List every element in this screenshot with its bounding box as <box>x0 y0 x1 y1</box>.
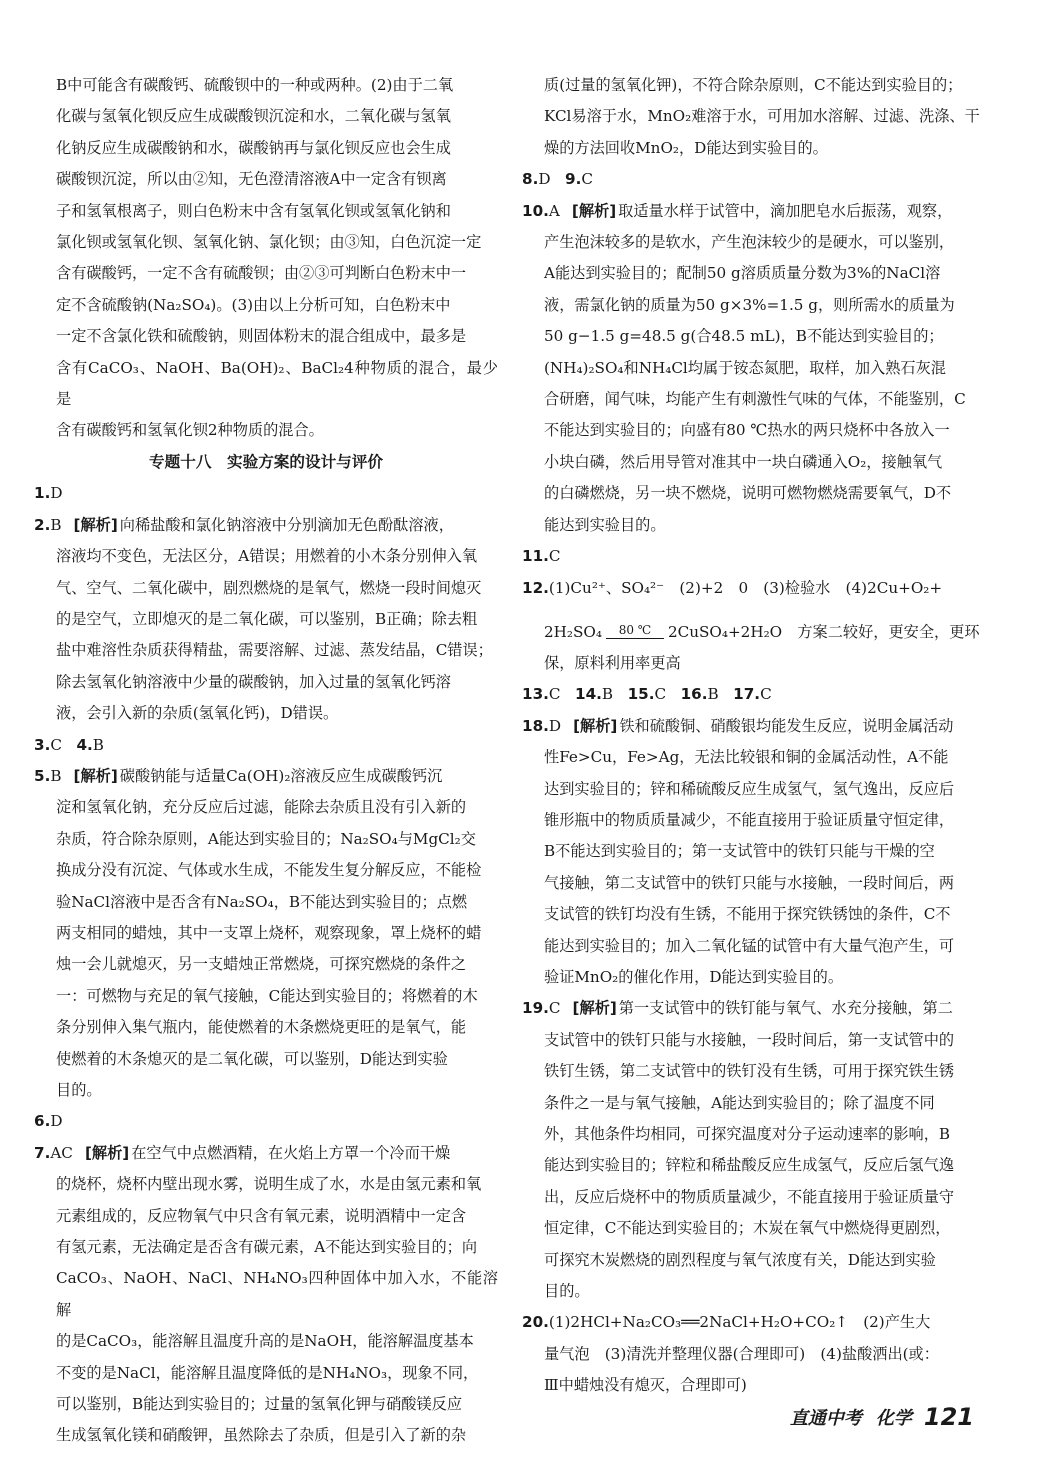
section-heading: 专题十八 实验方案的设计与评价 <box>149 452 383 471</box>
subject-label: 化学 <box>875 1408 912 1429</box>
page-footer <box>790 1403 974 1431</box>
answer-11: 11.C <box>522 547 561 566</box>
answer-20: 20.(1)2HCl+Na₂CO₃══2NaCl+H₂O+CO₂↑ (2)产生大 量气泡 (3)清洗并整理仪器(合理即可) (4)盐酸洒出(或： Ⅲ中蜡烛没有熄灭，合理即可) <box>522 1313 939 1395</box>
continued-answer: B中可能含有碳酸钙、硫酸钡中的一种或两种。(2)由于二氧 化碳与氢氧化钡反应生成碳酸钡沉淀和水，二氧化碳与氢氧 化钠反应生成碳酸钠和水，碳酸钠再与氯化钡反应也会生成 碳酸钡沉淀，所以由②知，无色澄清溶液A中一定含有钡离 子和氢氧根离子，则白色粉末中含有氢氧化钡或氢氧化钠和 氯化钡或氢氧化钡、氢氧化钠、氯化钡；由③知，白色沉淀一定 含有碳酸钙，一定不含有硫酸钡；由②③可判断白色粉末中一 定不含硫酸钠(Na₂SO₄)。(3)由以上分析可知，白色粉末中 一定不含氯化铁和硫酸钠，则固体粉末的混合组成中，最多是 含有CaCO₃、NaOH、Ba(OH)₂、BaCl₂4种物质的混合，最少是 含有碳酸钙和氢氧化钡2种物质的混合。 <box>56 76 498 440</box>
reaction-equation: 2H₂SO₄ 80 ℃ 2CuSO₄+2H₂O 方案二较好，更安全，更环 <box>544 622 980 641</box>
answer-7: 7.AC [解析] 在空气中点燃酒精，在火焰上方罩一个冷而干燥 的烧杯，烧杯内壁出现水雾，说明生成了水，水是由氢元素和氧 元素组成的，反应物氧气中只含有氧元素，说明酒精中一定含 有氢元素，无法确定是否含有碳元素，A不能达到实验目的；向 CaCO₃、NaOH、NaCl、NH₄NO₃四种固体中加入水，不能溶解 的是CaCO₃，能溶解且温度升高的是NaOH，能溶解温度基本 不变的是NaCl，能溶解且温度降低的是NH₄NO₃，现象不同， 可以鉴别，B能达到实验目的；过量的氢氧化钾与硝酸镁反应 生成氢氧化镁和硝酸钾，虽然除去了杂质，但是引入了新的杂 <box>34 1143 498 1445</box>
answer-12-continued: 保，原料利用率更高 <box>544 653 681 672</box>
answer-10: 10.A [解析] 取适量水样于试管中，滴加肥皂水后振荡，观察， 产生泡沫较多的是软水，产生泡沫较少的是硬水，可以鉴别， A能达到实验目的；配制50 g溶质质量分数为3%的NaCl溶 液，需氯化钠的质量为50 g×3%=1.5 g，则所需水的质量为 50 g−1.5 g=48.5 g(合48.5 mL)，B不能达到实验目的； (NH₄)₂SO₄和NH₄Cl均属于铵态氮肥，取样，加入熟石灰混 合研磨，闻气味，均能产生有刺激性气味的气体，不能鉴别，C 不能达到实验目的；向盛有80 ℃热水的两只烧杯中各放入一 小块白磷，然后用导管对准其中一块白磷通入O₂，接触氧气 的白磷燃烧，另一块不燃烧，说明可燃物燃烧需要氧气，D不 能达到实验目的。 <box>522 201 966 534</box>
right-column <box>522 70 980 1402</box>
answer-5: 5.B [解析] 碳酸钠能与适量Ca(OH)₂溶液反应生成碳酸钙沉 淀和氢氧化钠，充分反应后过滤，能除去杂质且没有引入新的 杂质，符合除杂原则，A能达到实验目的；Na₂SO₄与MgCl₂交 换成分没有沉淀、气体或水生成，不能发生复分解反应，不能检 验NaCl溶液中是否含有Na₂SO₄，B不能达到实验目的；点燃 两支相同的蜡烛，其中一支罩上烧杯，观察现象，罩上烧杯的蜡 烛一会儿就熄灭，另一支蜡烛正常燃烧，可探究燃烧的条件之 一：可燃物与充足的氧气接触，C能达到实验目的；将燃着的木 条分别伸入集气瓶内，能使燃着的木条燃烧更旺的是氧气，能 使燃着的木条熄灭的是二氧化碳，可以鉴别，D能达到实验 目的。 <box>34 766 482 1099</box>
answer-1: 1.D <box>34 484 63 503</box>
answer-12: 12.(1)Cu²⁺、SO₄²⁻ (2)+2 0 (3)检验水 (4)2Cu+O₂+ <box>522 578 943 597</box>
answer-13-17: 13.C 14.B 15.C 16.B 17.C <box>522 685 772 704</box>
answer-3-4: 3.C 4.B <box>34 735 104 754</box>
left-column <box>34 70 498 1452</box>
page-number: 121 <box>923 1403 974 1431</box>
answer-8-9: 8.D 9.C <box>522 170 593 189</box>
answer-2: 2.B [解析] 向稀盐酸和氯化钠溶液中分别滴加无色酚酞溶液， 溶液均不变色，无法区分，A错误；用燃着的小木条分别伸入氧 气、空气、二氧化碳中，剧烈燃烧的是氧气，燃烧一段时间熄灭 的是空气，立即熄灭的是二氧化碳，可以鉴别，B正确；除去粗 盐中难溶性杂质获得精盐，需要溶解、过滤、蒸发结晶，C错误； 除去氢氧化钠溶液中少量的碳酸钠，加入过量的氢氧化钙溶 液，会引入新的杂质(氢氧化钙)，D错误。 <box>34 515 493 723</box>
answer-19: 19.C [解析] 第一支试管中的铁钉能与氧气、水充分接触，第二 支试管中的铁钉只能与水接触，一段时间后，第一支试管中的 铁钉生锈，第二支试管中的铁钉没有生锈，可用于探究铁生锈 条件之一是与氧气接触，A能达到实验目的；除了温度不同 外，其他条件均相同，可探究温度对分子运动速率的影响，B 能达到实验目的；锌粒和稀盐酸反应生成氢气，反应后氢气逸 出，反应后烧杯中的物质质量减少，不能直接用于验证质量守 恒定律，C不能达到实验目的；木炭在氧气中燃烧得更剧烈， 可探究木炭燃烧的剧烈程度与氧气浓度有关，D能达到实验 目的。 <box>522 999 955 1301</box>
reaction-condition-arrow: 80 ℃ <box>606 638 664 639</box>
book-brand: 直通中考 <box>789 1408 862 1429</box>
answer-18: 18.D [解析] 铁和硫酸铜、硝酸银均能发生反应，说明金属活动 性Fe>Cu，Fe>Ag，无法比较银和铜的金属活动性，A不能 达到实验目的；锌和稀硫酸反应生成氢气，氢气逸出，反应后 锥形瓶中的物质质量减少，不能直接用于验证质量守恒定律， B不能达到实验目的；第一支试管中的铁钉只能与干燥的空 气接触，第二支试管中的铁钉只能与水接触，一段时间后，两 支试管的铁钉均没有生锈，不能用于探究铁锈蚀的条件，C不 能达到实验目的；加入二氧化锰的试管中有大量气泡产生，可 验证MnO₂的催化作用，D能达到实验目的。 <box>522 716 955 986</box>
continued-answer-7: 质(过量的氢氧化钾)，不符合除杂原则，C不能达到实验目的； KCl易溶于水，MnO₂难溶于水，可用加水溶解、过滤、洗涤、干 燥的方法回收MnO₂，D能达到实验目的。 <box>544 76 980 157</box>
answer-6: 6.D <box>34 1112 63 1131</box>
